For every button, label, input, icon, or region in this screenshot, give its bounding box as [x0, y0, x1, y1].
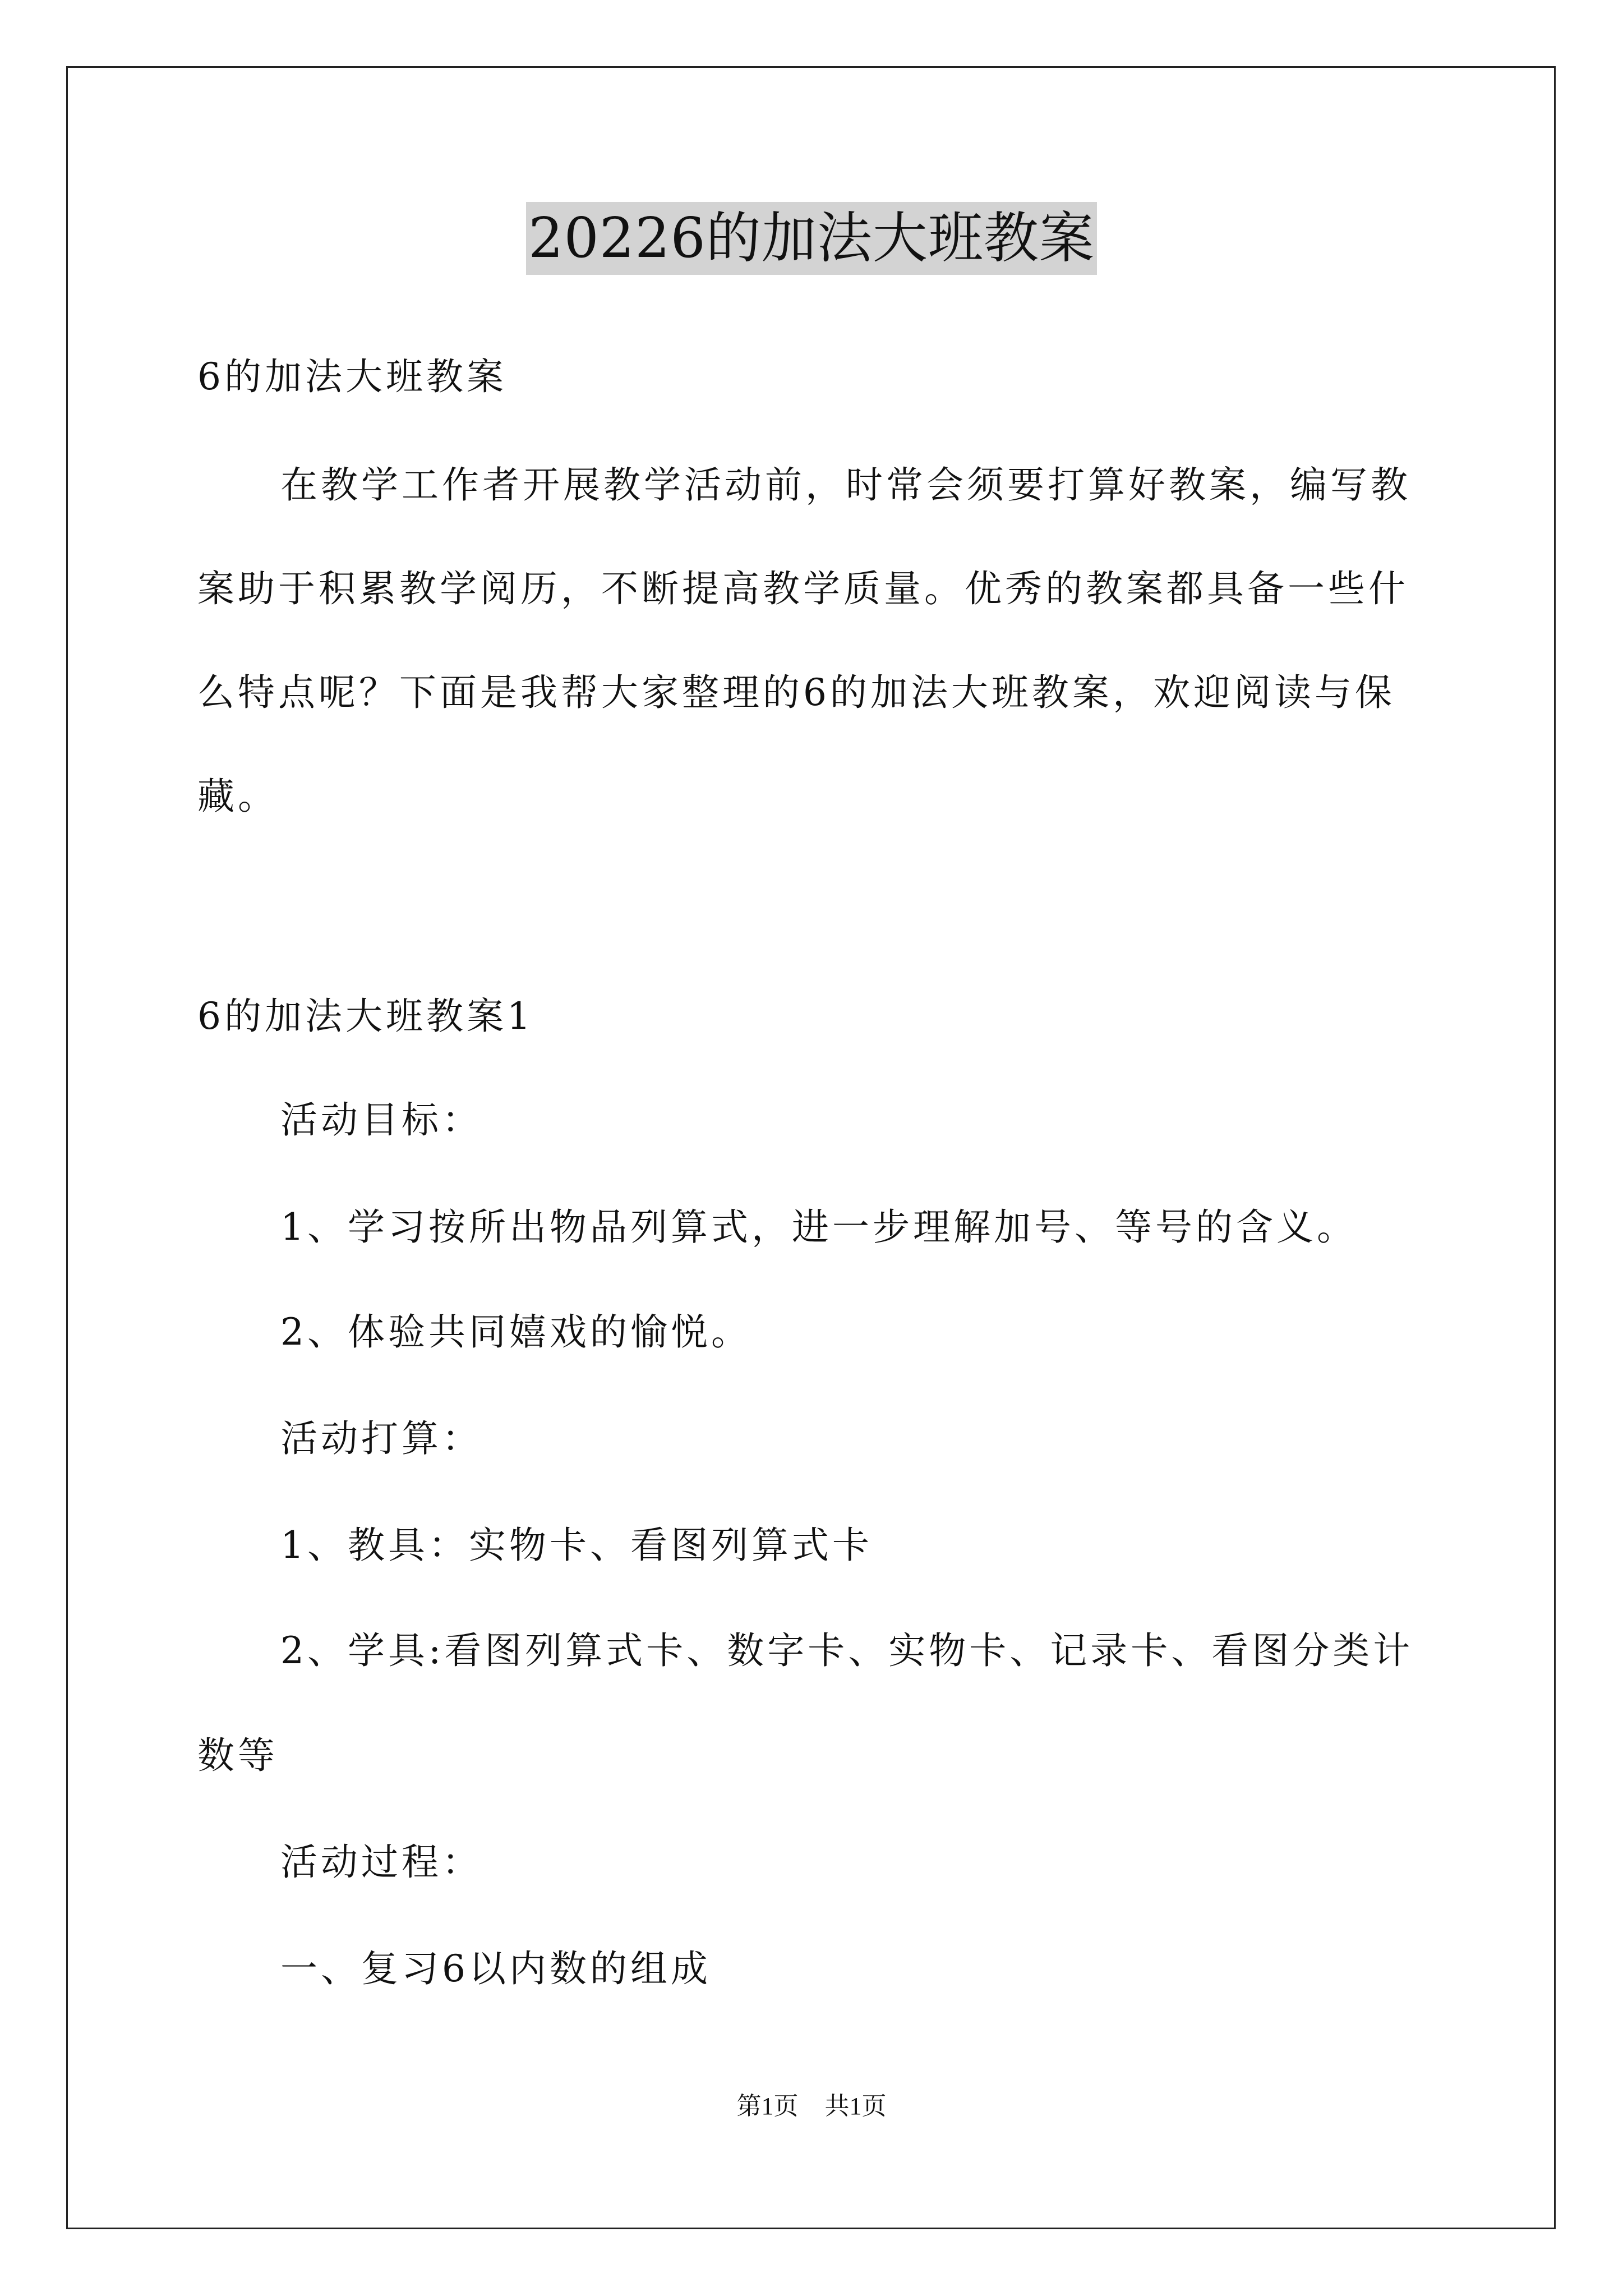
page-number: 第1页: [736, 2092, 799, 2120]
goal-item-1: 1、学习按所出物品列算式，进一步理解加号、等号的含义。: [280, 1205, 1357, 1249]
section-heading: 6的加法大班教案1: [197, 995, 534, 1038]
page-total: 共1页: [824, 2092, 887, 2120]
prep-heading: 活动打算：: [280, 1417, 482, 1460]
prep-item-1: 1、教具：实物卡、看图列算式卡: [280, 1524, 873, 1567]
page-footer: [0, 2090, 1623, 2123]
goals-heading: 活动目标：: [280, 1098, 482, 1142]
title-container: [0, 202, 1623, 275]
goal-item-2: 2、体验共同嬉戏的愉悦。: [280, 1310, 751, 1354]
intro-line-2: 案助于积累教学阅历，不断提高教学质量。优秀的教案都具备一些什: [197, 567, 1409, 610]
document-title: 20226的加法大班教案: [526, 202, 1097, 275]
prep-item-2-line-2: 数等: [197, 1734, 278, 1777]
subtitle: 6的加法大班教案: [197, 355, 507, 398]
process-item-1: 一、复习6以内数的组成: [280, 1947, 711, 1990]
prep-item-2-line-1: 2、学具:看图列算式卡、数字卡、实物卡、记录卡、看图分类计: [280, 1629, 1414, 1672]
intro-line-1: 在教学工作者开展教学活动前，时常会须要打算好教案，编写教: [280, 463, 1411, 507]
intro-line-4: 藏。: [197, 775, 278, 818]
intro-line-3: 么特点呢？下面是我帮大家整理的6的加法大班教案，欢迎阅读与保: [197, 671, 1395, 714]
process-heading: 活动过程：: [280, 1841, 482, 1884]
